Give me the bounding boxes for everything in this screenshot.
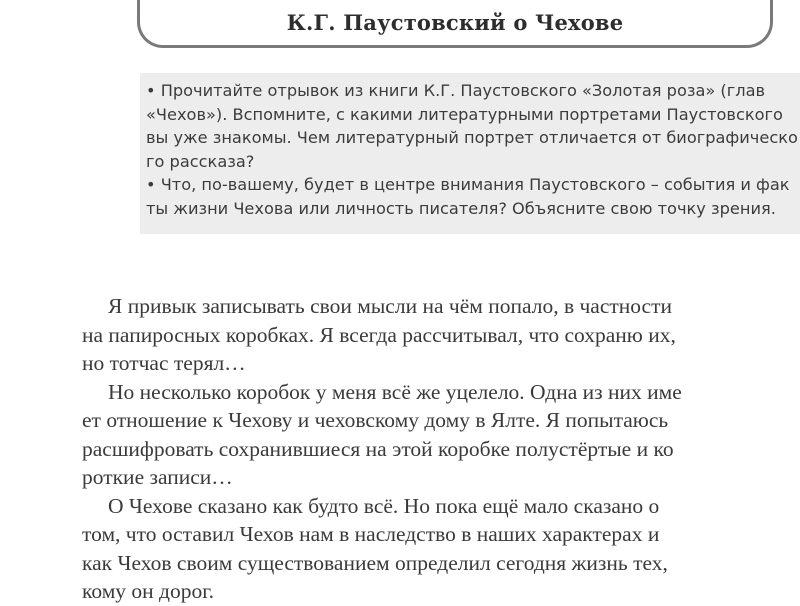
section-title: К.Г. Паустовский о Чехове: [286, 10, 624, 35]
task-line: «Чехов»). Вспомните, с какими литературными портретами Паустовского: [146, 104, 783, 124]
excerpt-text: [82, 292, 800, 606]
text-line: ет отношение к Чехову и чеховскому дому в Ялте. Я попытаюсь: [82, 408, 669, 432]
text-line: том, что оставил Чехов нам в наследство в наших характерах и: [82, 522, 660, 546]
task-line: ты жизни Чехова или личность писателя? Объясните свою точку зрения.: [146, 198, 776, 218]
text-line: как Чехов своим существованием определил сегодня жизнь тех,: [82, 550, 668, 575]
text-line: расшифровать сохранившиеся на этой коробке полустёртые и ко: [82, 436, 674, 461]
section-title-box: [137, 0, 773, 48]
text-line: О Чехове сказано как будто всё. Но пока ещё мало сказано о: [108, 493, 660, 518]
text-line: но тотчас терял…: [82, 351, 246, 375]
text-line: кому он дорог.: [82, 579, 215, 603]
text-line: Я привык записывать свои мысли на чём попало, в частности: [108, 294, 672, 318]
task-line: вы уже знакомы. Чем литературный портрет отличается от биографическо: [146, 128, 798, 147]
task-box: [140, 73, 800, 234]
text-line: на папиросных коробках. Я всегда рассчитывал, что сохраню их,: [82, 322, 676, 347]
text-line: роткие записи…: [82, 465, 233, 489]
task-line: го рассказа?: [146, 151, 255, 171]
task-line: • Прочитайте отрывок из книги К.Г. Паустовского «Золотая роза» (глав: [146, 81, 766, 100]
text-line: Но несколько коробок у меня всё же уцелело. Одна из них име: [108, 379, 682, 404]
task-line: • Что, по-вашему, будет в центре внимания Паустовского – события и фак: [146, 175, 790, 194]
